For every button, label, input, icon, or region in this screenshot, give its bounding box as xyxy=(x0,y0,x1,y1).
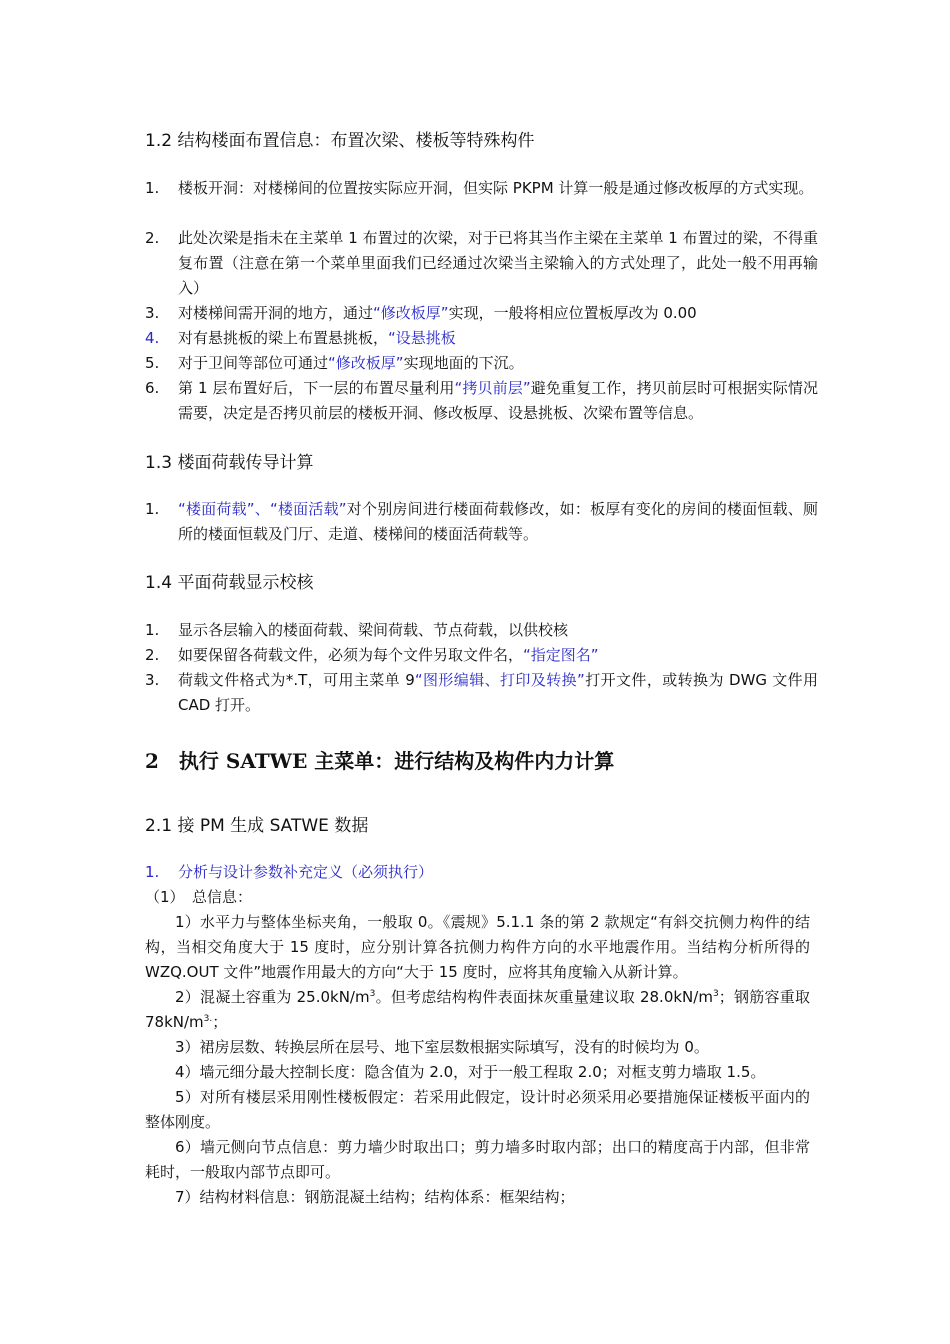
text-run: 对有悬挑板的梁上布置悬挑板， xyxy=(178,329,389,347)
section-2-1-heading: 2.1 接 PM 生成 SATWE 数据 xyxy=(145,816,369,836)
menu-reference-link: “指定图名” xyxy=(523,646,599,664)
sub-heading-general-info: （1） 总信息： xyxy=(145,888,253,906)
section-1-2-heading: 1.2 结构楼面布置信息：布置次梁、楼板等特殊构件 xyxy=(145,131,535,151)
paragraph: 5）对所有楼层采用刚性楼板假定：若采用此假定，设计时必须采用必要措施保证楼板平面内的整体刚度。 xyxy=(145,1088,810,1131)
list-number: 2. xyxy=(145,646,160,664)
menu-reference-link: “图形编辑、打印及转换” xyxy=(414,671,585,689)
section-1-3-heading: 1.3 楼面荷载传导计算 xyxy=(145,453,314,473)
list-number: 4. xyxy=(145,329,160,347)
text-run: 对个别房间进行楼面荷载修改，如：板厚有变化的房间的楼面恒载、厕所的楼面恒载及门厅、走道、楼梯间的楼面活荷载等。 xyxy=(178,500,818,543)
menu-reference-link: “楼面荷载”、“楼面活载” xyxy=(178,500,347,518)
list-text xyxy=(178,668,818,718)
list-text: 此处次梁是指未在主菜单 1 布置过的次梁，对于已将其当作主梁在主菜单 1 布置过的梁，不得重复布置（注意在第一个菜单里面我们已经通过次梁当主梁输入的方式处理了，此处一般不用再输入） xyxy=(178,229,818,297)
list-number: 6. xyxy=(145,379,160,397)
list-number: 3. xyxy=(145,671,160,689)
superscript: 3 xyxy=(712,989,719,999)
paragraph: 6）墙元侧向节点信息：剪力墙少时取出口；剪力墙多时取内部；出口的精度高于内部，但非常耗时，一般取内部节点即可。 xyxy=(145,1138,810,1181)
list-number: 1. xyxy=(145,621,160,639)
text-run: 第 1 层布置好后，下一层的布置尽量利用 xyxy=(178,379,455,397)
menu-reference-link: “拷贝前层” xyxy=(454,379,531,397)
list-number: 3. xyxy=(145,304,160,322)
list-text xyxy=(178,643,818,668)
list-text: 分析与设计参数补充定义（必须执行） xyxy=(178,863,434,881)
chapter-2-heading: 2 执行 SATWE 主菜单：进行结构及构件内力计算 xyxy=(145,749,615,773)
list-text xyxy=(178,326,818,351)
superscript: 3. xyxy=(203,1014,213,1024)
list-text: 楼板开洞：对楼梯间的位置按实际应开洞，但实际 PKPM 计算一般是通过修改板厚的方式实现。 xyxy=(178,179,814,197)
text-run: 实现，一般将相应位置板厚改为 0.00 xyxy=(448,304,697,322)
paragraph xyxy=(145,985,810,1035)
list-number: 5. xyxy=(145,354,160,372)
menu-reference-link: “修改板厚” xyxy=(328,354,404,372)
text-run: ；钢筋容重取 78kN/m xyxy=(145,988,810,1031)
text-run: 避免重复工作，拷贝前层时可根据实际情况需要，决定是否拷贝前层的楼板开洞、修改板厚、设悬挑板、次梁布置等信息。 xyxy=(178,379,818,422)
list-text: 显示各层输入的楼面荷载、梁间荷载、节点荷载，以供校核 xyxy=(178,621,569,639)
list-number: 1. xyxy=(145,863,160,881)
menu-reference-link: “修改板厚” xyxy=(373,304,449,322)
text-run: 荷载文件格式为*.T，可用主菜单 9 xyxy=(178,671,415,689)
menu-reference-link: “设悬挑板 xyxy=(388,329,456,347)
text-run: 打开文件，或转换为 DWG 文件用 CAD 打开。 xyxy=(178,671,819,714)
text-run: 实现地面的下沉。 xyxy=(403,354,524,372)
paragraph: 1）水平力与整体坐标夹角，一般取 0。《震规》5.1.1 条的第 2 款规定“有斜交抗侧力构件的结构，当相交角度大于 15 度时，应分别计算各抗侧力构件方向的水平地震作用。当结构分析所得的 WZQ.OUT 文件”地震作用最大的方向“大于 15 度时，应将其角度输入从新计算。 xyxy=(145,913,810,981)
list-text xyxy=(178,301,818,326)
text-run: 2）混凝土容重为 25.0kN/m xyxy=(175,988,370,1006)
text-run: 对于卫间等部位可通过 xyxy=(178,354,329,372)
text-run: 如要保留各荷载文件，必须为每个文件另取文件名， xyxy=(178,646,524,664)
list-text xyxy=(178,376,818,426)
superscript: 3 xyxy=(369,989,376,999)
list-text xyxy=(178,497,818,547)
paragraph: 3）裙房层数、转换层所在层号、地下室层数根据实际填写，没有的时候均为 0。 xyxy=(175,1038,709,1056)
list-number: 1. xyxy=(145,179,160,197)
text-run: ； xyxy=(212,1013,228,1031)
text-run: 对楼梯间需开洞的地方，通过 xyxy=(178,304,374,322)
text-run: 。但考虑结构构件表面抹灰重量建议取 28.0kN/m xyxy=(375,988,713,1006)
section-1-4-heading: 1.4 平面荷载显示校核 xyxy=(145,573,314,593)
list-number: 2. xyxy=(145,229,160,247)
paragraph: 7）结构材料信息：钢筋混凝土结构；结构体系：框架结构； xyxy=(175,1188,575,1206)
list-text xyxy=(178,351,818,376)
paragraph: 4）墙元细分最大控制长度：隐含值为 2.0，对于一般工程取 2.0；对框支剪力墙取 1.5。 xyxy=(175,1063,766,1081)
list-number: 1. xyxy=(145,500,160,518)
